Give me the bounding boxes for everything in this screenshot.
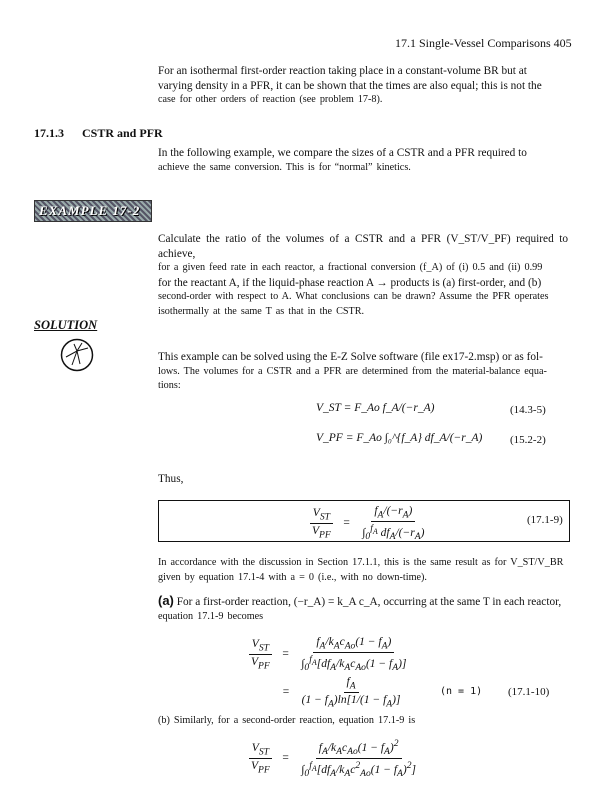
part-a-label: (a)	[158, 593, 174, 608]
running-head: 17.1 Single-Vessel Comparisons 405	[395, 36, 572, 50]
solution-line-2: lows. The volumes for a CSTR and a PFR are determined from the material-balance equa-	[158, 365, 547, 377]
part-a-line-1	[158, 594, 568, 610]
second-order-ratio: $\frac{V_{ST}}{V_{PF}}$ = $\frac{f_A/k_Ac_{Ao}(1 - f_A)^2}{\int_0^{f_A}[df_A/k_Ac^2_{Ao}(1 - f_A)^2]}$	[248, 738, 419, 779]
discussion-line-2: given by equation 17.1-4 with a = 0 (i.e., with no down-time).	[158, 571, 427, 583]
section-paragraph	[158, 146, 568, 175]
example-line-1: Calculate the ratio of the volumes of a CSTR and a PFR (V_ST/V_PF) required to achieve,	[158, 233, 568, 260]
ratio-formula: $\frac{V_{ST}}{V_{PF}}$ = $\frac{f_A/(-r_A)}{\int_0^{f_A} df_A/(-r_A)}$	[309, 505, 427, 542]
section-title: CSTR and PFR	[82, 126, 163, 140]
solution-paragraph	[158, 350, 568, 394]
equation-pfr: V_PF = F_Ao ∫₀^{f_A} df_A/(−r_A)	[316, 432, 483, 444]
intro-paragraph	[158, 64, 568, 108]
equation-label-14-3-5: (14.3-5)	[510, 404, 546, 416]
section-line-1: In the following example, we compare the sizes of a CSTR and a PFR required to	[158, 147, 527, 159]
example-line-2: for a given feed rate in each reactor, a fractional conversion (f_A) of (i) 0.5 and (ii) 0.99	[158, 262, 543, 273]
part-b-line-1: (b) Similarly, for a second-order reaction, equation 17.1-9 is	[158, 715, 416, 726]
first-order-ratio: $\frac{V_{ST}}{V_{PF}}$ = $\frac{f_A/k_Ac_{Ao}(1 - f_A)}{\int_0^{f_A}[df_A/k_Ac_{Ao}(1 - f_A)]}$	[248, 636, 409, 673]
intro-line-3: case for other orders of reaction (see problem 17-8).	[158, 94, 383, 105]
part-a-text: For a first-order reaction, (−r_A) = k_A c_A, occurring at the same T in each reactor,	[176, 596, 562, 608]
solution-line-1: This example can be solved using the E-Z Solve software (file ex17-2.msp) or as fol-	[158, 351, 543, 363]
example-line-3: for the reactant A, if the liquid-phase reaction A → products is (a) first-order, and (b)	[158, 276, 542, 289]
example-banner: EXAMPLE 17-2	[34, 200, 152, 222]
equation-label-17-1-9: (17.1-9)	[527, 514, 563, 526]
part-a-paragraph	[158, 594, 568, 624]
equation-label-17-1-10: (17.1-10)	[508, 686, 550, 698]
intro-line-2: varying density in a PFR, it can be shown that the times are also equal; this is not the	[158, 79, 542, 92]
part-a-line-2: equation 17.1-9 becomes	[158, 610, 264, 622]
discussion-line-1: In accordance with the discussion in Section 17.1.1, this is the same result as for V_ST/V_BR	[158, 557, 564, 568]
first-order-n-label: (n = 1)	[440, 686, 483, 697]
section-number: 17.1.3	[34, 126, 64, 140]
example-paragraph	[158, 232, 568, 319]
section-line-2: achieve the same conversion. This is for “normal” kinetics.	[158, 161, 411, 173]
discussion-paragraph	[158, 556, 568, 585]
solution-label: SOLUTION	[34, 318, 98, 332]
thus-text: Thus,	[158, 473, 184, 485]
boxed-equation	[158, 500, 570, 542]
first-order-result: = $\frac{f_A}{(1 - f_A)\ln[1/(1 - f_A)]}$	[282, 676, 401, 710]
solution-line-3: tions:	[158, 380, 181, 391]
example-line-4: second-order with respect to A. What conclusions can be drawn? Assume the PFR operates	[158, 291, 549, 302]
equation-cstr: V_ST = F_Ao f_A/(−r_A)	[316, 402, 435, 414]
intro-line-1: For an isothermal first-order reaction taking place in a constant-volume BR but at	[158, 65, 527, 77]
example-line-5: isothermally at the same T as that in the CSTR.	[158, 305, 365, 317]
equation-label-15-2-2: (15.2-2)	[510, 434, 546, 446]
software-icon	[60, 338, 94, 377]
